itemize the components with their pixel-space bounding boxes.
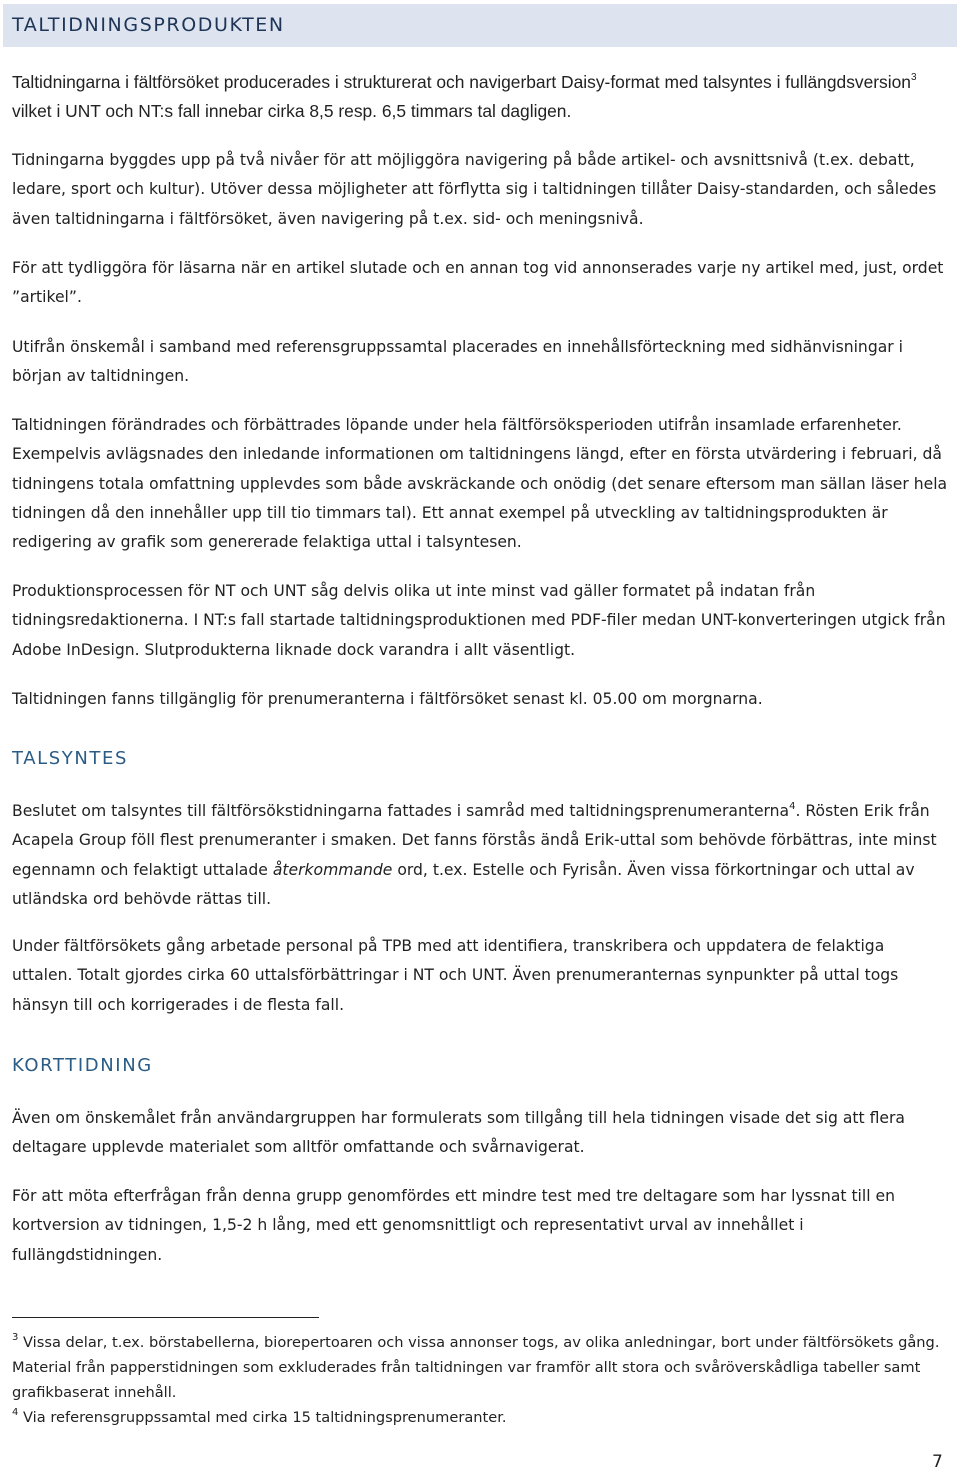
paragraph-8 (12, 797, 948, 914)
footnote-separator (12, 1317, 319, 1318)
paragraph-3: För att tydliggöra för läsarna när en artikel slutade och en annan tog vid annonserades varje ny artikel med, just, ordet ”artikel”. (12, 259, 944, 307)
paragraph-8-text-b: . Rösten Erik från Acapela Group föll flest prenumeranter i smaken. Det fanns förstås ändå Erik-uttal som behövde förbättras, inte minst egennamn och felaktigt uttalade (12, 802, 937, 879)
footnote-4-number: 4 (12, 1407, 19, 1419)
paragraph-10: Även om önskemålet från användargruppen har formulerats som tillgång till hela tidningen visade det sig att flera deltagare upplevde materialet som alltför omfattande och svårnavigerat. (12, 1109, 905, 1157)
section-heading-band (3, 4, 957, 47)
page-number: 7 (932, 1452, 943, 1472)
paragraph-1-text-a: Taltidningarna i fältförsöket producerades i strukturerat och navigerbart Daisy-format med talsyntes i fullängdsversion (12, 72, 911, 92)
footnote-4 (12, 1405, 942, 1430)
paragraph-9: Under fältförsökets gång arbetade personal på TPB med att identifiera, transkribera och uppdatera de felaktiga uttalen. Totalt gjordes cirka 60 uttalsförbättringar i NT och UNT. Även prenumeranternas synpunkter på uttal togs hänsyn till och korrigerades i de flesta fall. (12, 937, 899, 1014)
paragraph-8-emphasis: återkommande (272, 860, 393, 879)
paragraph-4: Utifrån önskemål i samband med referensgruppssamtal placerades en innehållsförteckning med sidhänvisningar i början av taltidningen. (12, 338, 903, 386)
section-heading-taltidningsprodukten: TALTIDNINGSPRODUKTEN (12, 14, 285, 36)
section-heading-korttidning: KORTTIDNING (12, 1055, 153, 1076)
paragraph-1-text-b: vilket i UNT och NT:s fall innebar cirka 8,5 resp. 6,5 timmars tal dagligen. (12, 101, 572, 122)
paragraph-6: Produktionsprocessen för NT och UNT såg delvis olika ut inte minst vad gäller formatet på indatan från tidningsredaktionerna. I NT:s fall startade taltidningsproduktionen med PDF-filer medan UNT-konverteringen utgick från Adobe InDesign. Slutprodukterna liknade dock varandra i allt väsentligt. (12, 582, 946, 659)
paragraph-2: Tidningarna byggdes upp på två nivåer för att möjliggöra navigering på både artikel- och avsnittsnivå (t.ex. debatt, ledare, sport och kultur). Utöver dessa möjligheter att förflytta sig i taltidningen tillåter Daisy-standarden, och således även taltidningarna i fältförsöket, även navigering på t.ex. sid- och meningsnivå. (12, 151, 937, 228)
paragraph-8-text-a: Beslutet om talsyntes till fältförsökstidningarna fattades i samråd med taltidningsprenumeranterna (12, 802, 790, 820)
paragraph-1 (12, 68, 948, 127)
footnote-3-number: 3 (12, 1332, 19, 1344)
paragraph-7: Taltidningen fanns tillgänglig för prenumeranterna i fältförsöket senast kl. 05.00 om morgnarna. (12, 690, 763, 708)
footnote-ref-3[interactable]: 3 (910, 72, 917, 84)
footnote-4-text: Via referensgruppssamtal med cirka 15 taltidningsprenumeranter. (18, 1409, 507, 1426)
paragraph-5: Taltidningen förändrades och förbättrades löpande under hela fältförsöksperioden utifrån insamlade erfarenheter. Exempelvis avlägsnades den inledande informationen om taltidningens längd, efter en första utvärdering i februari, då tidningens totala omfattning upplevdes som både avskräckande och onödig (det senare eftersom man sällan läser hela tidningen då den innehåller upp till tio timmars tal). Ett annat exempel på utveckling av taltidningsprodukten är redigering av grafik som genererade felaktiga uttal i talsyntesen. (12, 416, 948, 552)
paragraph-11: För att möta efterfrågan från denna grupp genomfördes ett mindre test med tre deltagare som har lyssnat till en kortversion av tidningen, 1,5-2 h lång, med ett genomsnittligt och representativt urval av innehållet i fullängdstidningen. (12, 1187, 895, 1264)
footnote-3 (12, 1330, 942, 1405)
footnote-ref-4[interactable]: 4 (789, 800, 796, 812)
footnote-3-text: Vissa delar, t.ex. börstabellerna, biorepertoaren och vissa annonser togs, av olika anledningar, bort under fältförsökets gång. Material från papperstidningen som exkluderades från taltidningen var framför allt stora och svåröverskådliga tabeller samt grafikbaserat innehåll. (12, 1334, 940, 1401)
paragraph-8-text-c: ord, t.ex. Estelle och Fyrisån. Även vissa förkortningar och uttal av utländska ord behövde rättas till. (12, 860, 915, 908)
section-heading-talsyntes: TALSYNTES (12, 748, 129, 769)
